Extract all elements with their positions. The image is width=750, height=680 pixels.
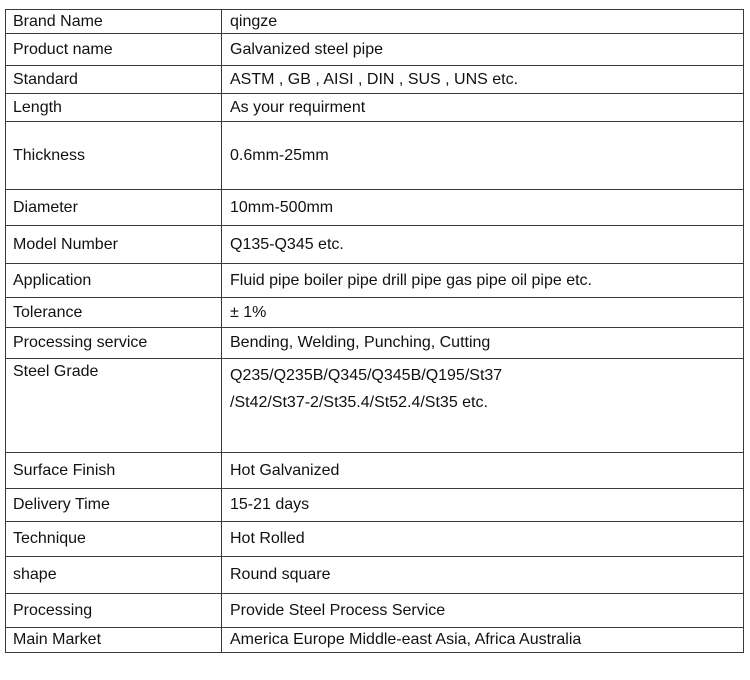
row-label: Tolerance (6, 298, 222, 328)
row-value: America Europe Middle-east Asia, Africa Australia (222, 628, 744, 653)
row-value: Bending, Welding, Punching, Cutting (222, 328, 744, 359)
row-value: 0.6mm-25mm (222, 122, 744, 190)
row-label: Delivery Time (6, 489, 222, 522)
table-row (6, 298, 744, 328)
row-value: Provide Steel Process Service (222, 594, 744, 628)
row-value-line: Q235/Q235B/Q345/Q345B/Q195/St37 (230, 367, 503, 384)
table-row (6, 522, 744, 557)
table-row (6, 34, 744, 66)
row-value-line: /St42/St37-2/St35.4/St52.4/St35 etc. (230, 394, 488, 411)
row-label: Processing service (6, 328, 222, 359)
row-value: Hot Galvanized (222, 453, 744, 489)
row-value: ± 1% (222, 298, 744, 328)
row-label: Product name (6, 34, 222, 66)
table-row (6, 264, 744, 298)
row-label: Surface Finish (6, 453, 222, 489)
row-label: shape (6, 557, 222, 594)
table-row (6, 94, 744, 122)
row-value: 10mm-500mm (222, 190, 744, 226)
row-value (222, 359, 744, 453)
row-label: Processing (6, 594, 222, 628)
table-row (6, 594, 744, 628)
row-value: Galvanized steel pipe (222, 34, 744, 66)
row-value: ASTM , GB , AISI , DIN , SUS , UNS etc. (222, 66, 744, 94)
row-value: qingze (222, 10, 744, 34)
row-label: Length (6, 94, 222, 122)
row-label: Main Market (6, 628, 222, 653)
table-row (6, 190, 744, 226)
table-row (6, 10, 744, 34)
row-value: As your requirment (222, 94, 744, 122)
row-label: Diameter (6, 190, 222, 226)
row-label: Thickness (6, 122, 222, 190)
table-row (6, 66, 744, 94)
table-row (6, 557, 744, 594)
table-row (6, 489, 744, 522)
row-value: Fluid pipe boiler pipe drill pipe gas pipe oil pipe etc. (222, 264, 744, 298)
row-label: Brand Name (6, 10, 222, 34)
table-row (6, 628, 744, 653)
product-spec-table (5, 9, 744, 653)
table-row (6, 122, 744, 190)
row-label: Application (6, 264, 222, 298)
table-row (6, 226, 744, 264)
row-label: Model Number (6, 226, 222, 264)
row-label: Standard (6, 66, 222, 94)
table-row (6, 328, 744, 359)
table-row (6, 453, 744, 489)
row-label: Technique (6, 522, 222, 557)
row-value: Hot Rolled (222, 522, 744, 557)
table-row (6, 359, 744, 453)
row-value: 15-21 days (222, 489, 744, 522)
row-value: Q135-Q345 etc. (222, 226, 744, 264)
row-label: Steel Grade (6, 359, 222, 453)
row-value: Round square (222, 557, 744, 594)
